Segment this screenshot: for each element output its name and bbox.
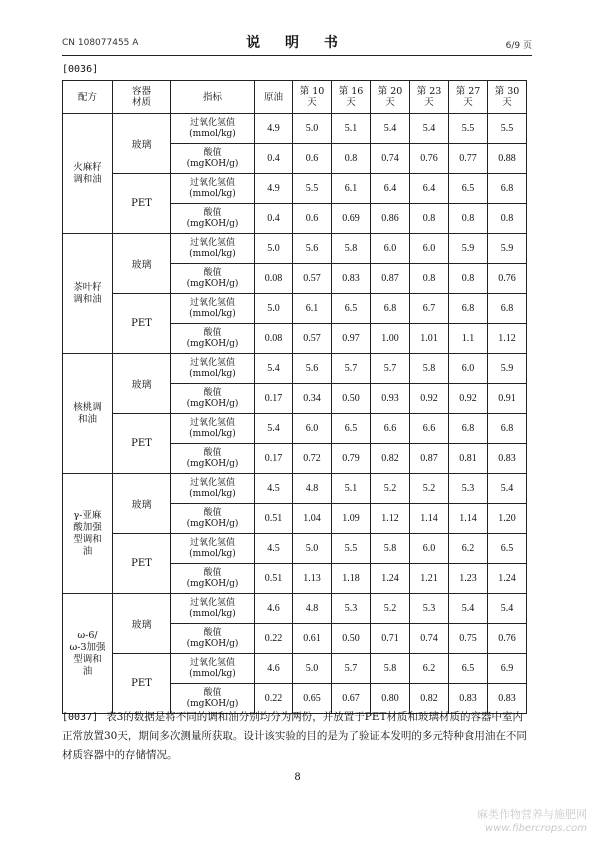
- value-cell: 5.8: [332, 234, 371, 264]
- value-cell: 5.8: [371, 654, 410, 684]
- value-cell: 5.8: [371, 534, 410, 564]
- value-cell: 5.2: [371, 474, 410, 504]
- value-cell: 0.34: [293, 384, 332, 414]
- value-cell: 4.9: [255, 174, 293, 204]
- indicator-cell: 过氧化氢值 (mmol/kg): [171, 534, 255, 564]
- value-cell: 0.77: [449, 144, 488, 174]
- value-cell: 5.4: [255, 354, 293, 384]
- value-cell: 5.6: [293, 234, 332, 264]
- value-cell: 5.0: [255, 234, 293, 264]
- value-cell: 0.74: [410, 624, 449, 654]
- value-cell: 0.8: [410, 264, 449, 294]
- container-cell: 玻璃: [113, 354, 171, 414]
- value-cell: 4.8: [293, 474, 332, 504]
- indicator-cell: 酸值 (mgKOH/g): [171, 324, 255, 354]
- indicator-cell: 酸值 (mgKOH/g): [171, 504, 255, 534]
- value-cell: 0.8: [449, 204, 488, 234]
- container-cell: 玻璃: [113, 474, 171, 534]
- value-cell: 6.5: [488, 534, 527, 564]
- indicator-cell: 过氧化氢值 (mmol/kg): [171, 414, 255, 444]
- paragraph-text: 表3的数据是将不同的调和油分别均分为两份，并放置于PET材质和玻璃材质的容器中室内正常放置30天，期间多次测量所获取。设计该实验的目的是为了验证本发明的多元特种食用油在不同材质容器中的存储情况。: [62, 711, 527, 761]
- value-cell: 0.80: [371, 684, 410, 714]
- value-cell: 6.8: [449, 294, 488, 324]
- value-cell: 0.91: [488, 384, 527, 414]
- indicator-cell: 过氧化氢值 (mmol/kg): [171, 294, 255, 324]
- value-cell: 0.71: [371, 624, 410, 654]
- value-cell: 5.0: [293, 654, 332, 684]
- watermark-site-name: 麻类作物营养与施肥网: [477, 808, 587, 821]
- value-cell: 5.1: [332, 114, 371, 144]
- indicator-cell: 酸值 (mgKOH/g): [171, 564, 255, 594]
- header-day-23: 第 23 天: [410, 81, 449, 114]
- table-row: [63, 654, 527, 684]
- value-cell: 1.20: [488, 504, 527, 534]
- paragraph-0037: [62, 708, 532, 765]
- value-cell: 0.57: [293, 264, 332, 294]
- value-cell: 5.9: [488, 354, 527, 384]
- indicator-cell: 酸值 (mgKOH/g): [171, 144, 255, 174]
- indicator-cell: 酸值 (mgKOH/g): [171, 684, 255, 714]
- value-cell: 0.87: [410, 444, 449, 474]
- value-cell: 0.65: [293, 684, 332, 714]
- container-cell: PET: [113, 534, 171, 594]
- container-cell: 玻璃: [113, 594, 171, 654]
- value-cell: 0.8: [410, 204, 449, 234]
- header-indicator: 指标: [171, 81, 255, 114]
- value-cell: 5.0: [293, 114, 332, 144]
- value-cell: 1.00: [371, 324, 410, 354]
- value-cell: 5.4: [488, 594, 527, 624]
- table-row: [63, 354, 527, 384]
- storage-data-table: [62, 80, 527, 714]
- value-cell: 0.92: [410, 384, 449, 414]
- indicator-cell: 酸值 (mgKOH/g): [171, 624, 255, 654]
- value-cell: 5.0: [293, 534, 332, 564]
- container-cell: PET: [113, 414, 171, 474]
- value-cell: 0.57: [293, 324, 332, 354]
- header-day-30: 第 30 天: [488, 81, 527, 114]
- page-info: 6/9 页: [505, 41, 532, 51]
- value-cell: 4.6: [255, 594, 293, 624]
- value-cell: 0.50: [332, 384, 371, 414]
- value-cell: 0.72: [293, 444, 332, 474]
- value-cell: 0.17: [255, 444, 293, 474]
- page-number: 8: [294, 772, 301, 783]
- value-cell: 5.3: [332, 594, 371, 624]
- value-cell: 0.22: [255, 684, 293, 714]
- value-cell: 1.18: [332, 564, 371, 594]
- value-cell: 0.4: [255, 204, 293, 234]
- value-cell: 0.69: [332, 204, 371, 234]
- value-cell: 5.9: [488, 234, 527, 264]
- indicator-cell: 酸值 (mgKOH/g): [171, 204, 255, 234]
- value-cell: 6.0: [410, 534, 449, 564]
- value-cell: 0.8: [449, 264, 488, 294]
- value-cell: 4.9: [255, 114, 293, 144]
- value-cell: 6.0: [410, 234, 449, 264]
- value-cell: 0.50: [332, 624, 371, 654]
- value-cell: 6.8: [449, 414, 488, 444]
- table-body: [63, 114, 527, 714]
- value-cell: 5.7: [332, 354, 371, 384]
- value-cell: 5.3: [449, 474, 488, 504]
- table-row: [63, 294, 527, 324]
- value-cell: 0.79: [332, 444, 371, 474]
- value-cell: 0.51: [255, 504, 293, 534]
- value-cell: 0.83: [332, 264, 371, 294]
- page-header: [62, 30, 532, 52]
- table-row: [63, 174, 527, 204]
- value-cell: 1.24: [488, 564, 527, 594]
- value-cell: 4.5: [255, 534, 293, 564]
- value-cell: 5.3: [410, 594, 449, 624]
- value-cell: 0.81: [449, 444, 488, 474]
- value-cell: 0.83: [488, 684, 527, 714]
- value-cell: 0.76: [410, 144, 449, 174]
- value-cell: 5.6: [293, 354, 332, 384]
- value-cell: 1.24: [371, 564, 410, 594]
- formula-cell: 茶叶籽调和油: [63, 234, 113, 354]
- value-cell: 0.92: [449, 384, 488, 414]
- container-cell: PET: [113, 174, 171, 234]
- value-cell: 0.86: [371, 204, 410, 234]
- value-cell: 0.4: [255, 144, 293, 174]
- value-cell: 5.4: [371, 114, 410, 144]
- indicator-cell: 过氧化氢值 (mmol/kg): [171, 594, 255, 624]
- value-cell: 1.04: [293, 504, 332, 534]
- value-cell: 6.0: [293, 414, 332, 444]
- formula-cell: 核桃调和油: [63, 354, 113, 474]
- value-cell: 1.14: [410, 504, 449, 534]
- site-watermark: [477, 808, 587, 835]
- value-cell: 0.83: [488, 444, 527, 474]
- header-day-10: 第 10 天: [293, 81, 332, 114]
- document-title: 说 明 书: [246, 35, 348, 51]
- header-container: 容器 材质: [113, 81, 171, 114]
- indicator-cell: 酸值 (mgKOH/g): [171, 384, 255, 414]
- value-cell: 6.2: [449, 534, 488, 564]
- value-cell: 0.6: [293, 144, 332, 174]
- value-cell: 0.76: [488, 264, 527, 294]
- container-cell: PET: [113, 654, 171, 714]
- value-cell: 5.4: [488, 474, 527, 504]
- value-cell: 6.6: [371, 414, 410, 444]
- header-day-27: 第 27 天: [449, 81, 488, 114]
- value-cell: 4.5: [255, 474, 293, 504]
- value-cell: 0.51: [255, 564, 293, 594]
- value-cell: 0.82: [410, 684, 449, 714]
- value-cell: 5.5: [332, 534, 371, 564]
- value-cell: 0.8: [332, 144, 371, 174]
- value-cell: 1.1: [449, 324, 488, 354]
- formula-cell: γ-亚麻酸加强型调和油: [63, 474, 113, 594]
- table-paragraph-number: [0036]: [62, 64, 99, 75]
- value-cell: 1.12: [371, 504, 410, 534]
- value-cell: 4.6: [255, 654, 293, 684]
- value-cell: 0.74: [371, 144, 410, 174]
- value-cell: 5.8: [410, 354, 449, 384]
- container-cell: PET: [113, 294, 171, 354]
- value-cell: 6.9: [488, 654, 527, 684]
- value-cell: 5.0: [255, 294, 293, 324]
- table-row: [63, 474, 527, 504]
- value-cell: 5.5: [449, 114, 488, 144]
- watermark-url: www.fibercrops.com: [485, 823, 587, 834]
- value-cell: 1.01: [410, 324, 449, 354]
- publication-number: CN 108077455 A: [62, 38, 139, 48]
- formula-cell: 火麻籽调和油: [63, 114, 113, 234]
- value-cell: 0.67: [332, 684, 371, 714]
- value-cell: 6.5: [449, 654, 488, 684]
- value-cell: 6.2: [410, 654, 449, 684]
- value-cell: 0.6: [293, 204, 332, 234]
- value-cell: 6.4: [410, 174, 449, 204]
- value-cell: 6.5: [332, 414, 371, 444]
- value-cell: 6.5: [332, 294, 371, 324]
- value-cell: 1.14: [449, 504, 488, 534]
- value-cell: 5.9: [449, 234, 488, 264]
- indicator-cell: 过氧化氢值 (mmol/kg): [171, 174, 255, 204]
- table-row: [63, 414, 527, 444]
- value-cell: 0.82: [371, 444, 410, 474]
- value-cell: 0.17: [255, 384, 293, 414]
- indicator-cell: 酸值 (mgKOH/g): [171, 444, 255, 474]
- indicator-cell: 过氧化氢值 (mmol/kg): [171, 114, 255, 144]
- value-cell: 5.7: [371, 354, 410, 384]
- value-cell: 0.76: [488, 624, 527, 654]
- value-cell: 0.75: [449, 624, 488, 654]
- value-cell: 6.4: [371, 174, 410, 204]
- value-cell: 0.61: [293, 624, 332, 654]
- value-cell: 0.08: [255, 324, 293, 354]
- value-cell: 6.8: [488, 294, 527, 324]
- value-cell: 0.8: [488, 204, 527, 234]
- value-cell: 6.8: [371, 294, 410, 324]
- value-cell: 5.4: [410, 114, 449, 144]
- indicator-cell: 酸值 (mgKOH/g): [171, 264, 255, 294]
- value-cell: 5.4: [255, 414, 293, 444]
- header-day-16: 第 16 天: [332, 81, 371, 114]
- value-cell: 6.0: [371, 234, 410, 264]
- header-crude-oil: 原油: [255, 81, 293, 114]
- value-cell: 0.97: [332, 324, 371, 354]
- value-cell: 6.1: [293, 294, 332, 324]
- table-row: [63, 114, 527, 144]
- value-cell: 4.8: [293, 594, 332, 624]
- value-cell: 0.83: [449, 684, 488, 714]
- value-cell: 0.08: [255, 264, 293, 294]
- value-cell: 6.5: [449, 174, 488, 204]
- indicator-cell: 过氧化氢值 (mmol/kg): [171, 354, 255, 384]
- container-cell: 玻璃: [113, 234, 171, 294]
- value-cell: 5.2: [371, 594, 410, 624]
- indicator-cell: 过氧化氢值 (mmol/kg): [171, 234, 255, 264]
- value-cell: 5.2: [410, 474, 449, 504]
- table-row: [63, 594, 527, 624]
- header-formula: 配方: [63, 81, 113, 114]
- value-cell: 0.88: [488, 144, 527, 174]
- value-cell: 6.8: [488, 174, 527, 204]
- value-cell: 1.09: [332, 504, 371, 534]
- value-cell: 0.93: [371, 384, 410, 414]
- paragraph-number: [0037]: [62, 712, 99, 723]
- value-cell: 5.1: [332, 474, 371, 504]
- value-cell: 0.87: [371, 264, 410, 294]
- value-cell: 1.13: [293, 564, 332, 594]
- value-cell: 6.8: [488, 414, 527, 444]
- table-header-row: [63, 81, 527, 114]
- value-cell: 5.5: [293, 174, 332, 204]
- header-day-20: 第 20 天: [371, 81, 410, 114]
- value-cell: 6.7: [410, 294, 449, 324]
- indicator-cell: 过氧化氢值 (mmol/kg): [171, 474, 255, 504]
- value-cell: 6.1: [332, 174, 371, 204]
- value-cell: 5.4: [449, 594, 488, 624]
- value-cell: 6.6: [410, 414, 449, 444]
- formula-cell: ω-6/ω-3加强型调和油: [63, 594, 113, 714]
- value-cell: 1.12: [488, 324, 527, 354]
- table-row: [63, 534, 527, 564]
- header-rule: [62, 55, 532, 56]
- value-cell: 6.0: [449, 354, 488, 384]
- value-cell: 5.5: [488, 114, 527, 144]
- value-cell: 0.22: [255, 624, 293, 654]
- indicator-cell: 过氧化氢值 (mmol/kg): [171, 654, 255, 684]
- value-cell: 5.7: [332, 654, 371, 684]
- value-cell: 1.23: [449, 564, 488, 594]
- value-cell: 1.21: [410, 564, 449, 594]
- container-cell: 玻璃: [113, 114, 171, 174]
- table-row: [63, 234, 527, 264]
